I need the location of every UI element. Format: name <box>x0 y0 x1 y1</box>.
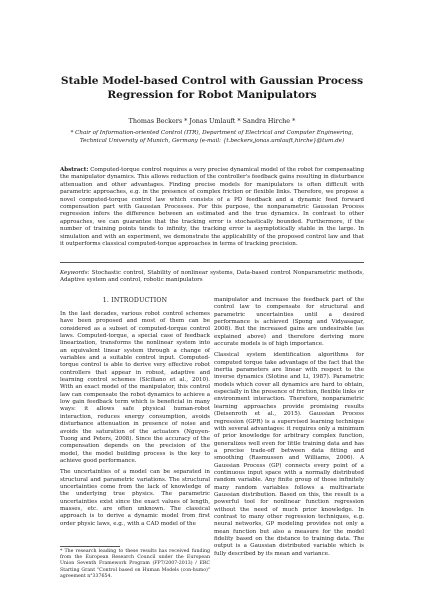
keywords-label: Keywords: <box>60 270 90 276</box>
abstract-label: Abstract: <box>60 167 89 173</box>
affiliation: * Chair of Information-oriented Control (ITR), Department of Electrical and Computer Engineering, Technical University of Munich, Germany (e-mail: {t.beckers,jonas.umlauft,hirche}@tum.de) <box>70 130 354 144</box>
paper-title: Stable Model-based Control with Gaussian Process Regression for Robot Manipulators <box>60 75 364 101</box>
paragraph: Classical system identification algorithms for computed torque take advantage of the fact that the inertia parameters are linear with respect to the inverse dynamics (Slotine and Li, 1987). Parametric models which cover all dynamics are hard to obtain, especially in the presence of friction, flexible links or environment interaction. Therefore, nonparametric learning approaches provide promising results (Deisenroth et al., 2015). Gaussian Process regression (GPR) is a supervised learning technique with several advantages: it requires only a minimum of prior knowledge for arbitrary complex function, generalizes well even for little training data and has a precise trade-off between data fitting and smoothing (Rasmussen and Williams, 2006). A Gaussian Process (GP) connects every point of a continuous input space with a normally distributed random variable. Any finite group of those infinitely many random variables follows a multivariate Gaussian distribution. Based on this, the result is a powerful tool for nonlinear function regression without the need of much prior knowledge. In contrast to many other regression techniques, e.g. neural networks, GP modeling provides not only a mean function but also a measure for the model fidelity based on the distance to training data. The output is a Gaussian distributed variable which is fully described by its mean and variance. <box>214 352 364 557</box>
abstract <box>60 167 364 248</box>
paragraph: manipulator and increase the feedback part of the control law to compensate for structural and parametric uncertainties until a desired performance is achieved (Spong and Vidyasagar, 2008). But the increased gains are undesirable (as explained above) and therefore deriving more accurate models is of high importance. <box>214 297 364 348</box>
abstract-text: Computed-torque control requires a very precise dynamical model of the robot for compensating the manipulator dynamics. This allows reduction of the controller's feedback gains resulting in disturbance attenuation and other advantages. Finding precise models for manipulators is often difficult with parametric approaches, e.g. in the presence of complex friction or flexible links. Therefore, we propose a novel computed-torque control law which consists of a PD feedback and a dynamic feed forward compensation part with Gaussian Processes. For this purpose, the nonparametric Gaussian Process regression infers the difference between an estimated and the true dynamics. In contrast to other approaches, we can guarantee that the tracking error is stochastically bounded. Furthermore, if the number of training points tends to infinity, the tracking error is asymptotically stable in the large. In simulation and with an experiment, we demonstrate the applicability of the proposed control law and that it outperforms classical computed-torque approaches in terms of tracking precision. <box>60 167 364 248</box>
section-heading-introduction: 1. INTRODUCTION <box>102 297 168 304</box>
right-column <box>214 297 364 562</box>
left-column <box>60 297 210 532</box>
paragraph: In the last decades, various robot control schemes have been proposed and most of them can be considered as a subset of computed-torque control laws. Computed-torque, a special case of feedback linearization, transforms the nonlinear system into an equivalent linear system through a change of variables and a suitable control input. Computed-torque control is able to derive very effective robot controllers that appear in robust, adaptive and learning control schemes (Siciliano et al., 2010). With an exact model of the manipulator, this control law can compensate the robot dynamics to achieve a low gain feedback term which is beneficial in many ways: it allows safe physical human-robot interaction, reduces energy consumption, avoids disturbance attenuation in presence of noise and avoids the saturation of the actuators (Nguyen-Tuong and Peters, 2008). Since the accuracy of the compensation depends on the precision of the model, the model building process is the key to achieve good performance. <box>60 311 210 464</box>
footnote-divider <box>60 546 120 547</box>
keywords <box>60 270 364 285</box>
footnote: * The research leading to these results has received funding from the European Research Council under the European Union Seventh Framework Program (FP7/2007-2013) / ERC Starting Grant "Control based on Human Models (con-humo)" agreement n°337654. <box>60 549 210 579</box>
paragraph: The uncertainties of a model can be separated in structural and parametric variations. The structural uncertainties come from the lack of knowledge of the underlying true physics. The parametric uncertainties exist since the exact values of length, masses, etc. are often unknown. The classical approach is to derive a dynamic model from first order physic laws, e.g., with a CAD model of the <box>60 469 210 527</box>
keywords-text: Stochastic control, Stability of nonlinear systems, Data-based control Nonparametric methods, Adaptive system and control, robotic manipulators <box>60 270 365 284</box>
abstract-divider <box>60 262 364 263</box>
author-list: Thomas Beckers * Jonas Umlauft * Sandra Hirche * <box>128 117 296 125</box>
